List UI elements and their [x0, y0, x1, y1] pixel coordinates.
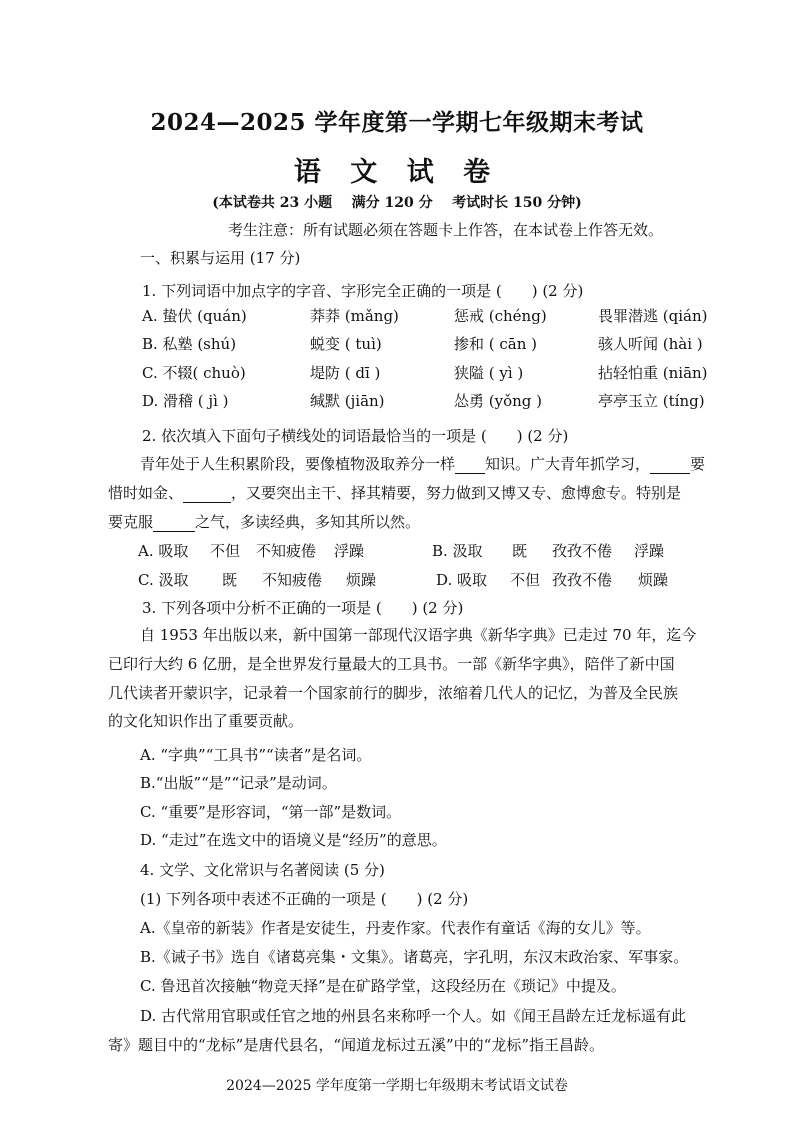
- q1-word: 堤防 ( dī ): [310, 364, 381, 382]
- q2-option-word: 不但: [510, 571, 541, 589]
- exam-notice: 考生注意：所有试题必须在答题卡上作答，在本试卷上作答无效。: [228, 221, 664, 239]
- q2-option-word: 不但: [210, 542, 241, 560]
- q1-word: 畏罪潜逃 (qián): [598, 307, 708, 325]
- q2-text: 要克服: [108, 513, 154, 531]
- q2-option-word: 不知疲倦: [256, 542, 317, 560]
- paper-subtitle: 语 文 试 卷: [293, 157, 501, 188]
- q1-word: A. 蛰伏 (quán): [142, 307, 247, 325]
- q1-word: 狭隘 ( yì ): [454, 364, 524, 382]
- q4-sub-question: (1) 下列各项中表述不正确的一项是 ( ) (2 分): [140, 890, 469, 908]
- q2-option-word: 不知疲倦: [262, 571, 323, 589]
- q2-passage-line: [108, 483, 681, 503]
- q2-text: 之气，多读经典，多知其所以然。: [195, 513, 421, 531]
- q1-word: 掺和 ( cān ): [454, 335, 538, 353]
- q1-word: C. 不辍( chuò): [142, 364, 246, 382]
- q2-option-word: 既: [222, 571, 238, 589]
- q1-word: B. 私塾 (shú): [142, 335, 237, 353]
- q2-text: 惜时如金、: [108, 484, 184, 502]
- q2-option-word: C. 汲取: [138, 571, 189, 589]
- q4-stem: 4. 文学、文化常识与名著阅读 (5 分): [140, 861, 385, 879]
- q2-option-word: 浮躁: [334, 542, 365, 560]
- q1-word: 蜕变 ( tuì): [310, 335, 382, 353]
- q1-word: 莽莽 (mǎng): [310, 307, 399, 325]
- q4-option-continued: 寄》题目中的“龙标”是唐代县名，“闻道龙标过五溪”中的“龙标”指王昌龄。: [108, 1036, 605, 1054]
- answer-blank: [153, 513, 195, 532]
- exam-info: (本试卷共 23 小题 满分 120 分 考试时长 150 分钟): [212, 195, 582, 211]
- section-heading: 一、积累与运用 (17 分): [140, 249, 301, 267]
- answer-blank: [183, 484, 231, 503]
- q2-option-word: 烦躁: [346, 571, 377, 589]
- q2-passage-line: [140, 454, 705, 474]
- q2-text: ，又要突出主干、择其精要，努力做到又博又专、愈博愈专。特别是: [231, 484, 682, 502]
- answer-blank: [455, 455, 485, 474]
- q2-passage-line: [108, 512, 420, 532]
- q2-option-word: A. 吸取: [138, 542, 189, 560]
- q2-option-word: 孜孜不倦: [552, 571, 613, 589]
- q2-option-word: 既: [512, 542, 528, 560]
- q2-text: 要: [690, 455, 706, 473]
- q3-passage-line: 自 1953 年出版以来，新中国第一部现代汉语字典《新华字典》已走过 70 年，迄今: [140, 626, 697, 644]
- exam-title: 2024—2025 学年度第一学期七年级期末考试: [150, 109, 644, 136]
- q4-option: B.《诫子书》选自《诸葛亮集・文集》。诸葛亮，字孔明，东汉末政治家、军事家。: [140, 948, 689, 966]
- q1-word: 亭亭玉立 (tíng): [598, 392, 705, 410]
- q4-option: D. 古代常用官职或任官之地的州县名来称呼一个人。如《闻王昌龄左迁龙标遥有此: [140, 1007, 687, 1025]
- q3-passage-line: 已印行大约 6 亿册，是全世界发行量最大的工具书。一部《新华字典》，陪伴了新中国: [108, 655, 675, 673]
- q1-word: 惩戒 (chéng): [454, 307, 547, 325]
- q2-option-word: 浮躁: [634, 542, 665, 560]
- q1-word: 怂勇 (yǒng ): [454, 392, 543, 410]
- q1-word: D. 滑稽 ( jì ): [142, 392, 229, 410]
- q2-stem: 2. 依次填入下面句子横线处的词语最恰当的一项是 ( ) (2 分): [142, 427, 569, 445]
- page-footer: 2024—2025 学年度第一学期七年级期末考试语文试卷: [226, 1078, 568, 1094]
- q2-option-word: D. 吸取: [436, 571, 488, 589]
- q3-passage-line: 几代读者开蒙识字，记录着一个国家前行的脚步，浓缩着几代人的记忆，为普及全民族: [108, 684, 679, 702]
- answer-blank: [650, 455, 690, 474]
- q4-option: C. 鲁迅首次接触“物竞天择”是在矿路学堂，这段经历在《琐记》中提及。: [140, 977, 626, 995]
- q3-passage-line: 的文化知识作出了重要贡献。: [108, 712, 304, 730]
- q4-option: A.《皇帝的新装》作者是安徒生，丹麦作家。代表作有童话《海的女儿》等。: [140, 919, 651, 937]
- q1-word: 拈轻怕重 (niān): [598, 364, 708, 382]
- q3-option: D. “走过”在选文中的语境义是“经历”的意思。: [140, 831, 447, 849]
- q3-option: C. “重要”是形容词，“第一部”是数词。: [140, 803, 402, 821]
- q3-option: A. “字典”“工具书”“读者”是名词。: [140, 746, 372, 764]
- q1-stem: 1. 下列词语中加点字的字音、字形完全正确的一项是 ( ) (2 分): [142, 282, 584, 300]
- q2-option-word: 孜孜不倦: [552, 542, 613, 560]
- q1-word: 缄默 (jiān): [310, 392, 385, 410]
- q2-text: 知识。广大青年抓学习，: [485, 455, 651, 473]
- q2-option-word: 烦躁: [638, 571, 669, 589]
- q1-word: 骇人听闻 (hài ): [598, 335, 703, 353]
- q3-option: B.“出版”“是”“记录”是动词。: [140, 774, 337, 792]
- q2-option-word: B. 汲取: [432, 542, 483, 560]
- q2-text: 青年处于人生积累阶段，要像植物汲取养分一样: [140, 455, 456, 473]
- q3-stem: 3. 下列各项中分析不正确的一项是 ( ) (2 分): [142, 599, 464, 617]
